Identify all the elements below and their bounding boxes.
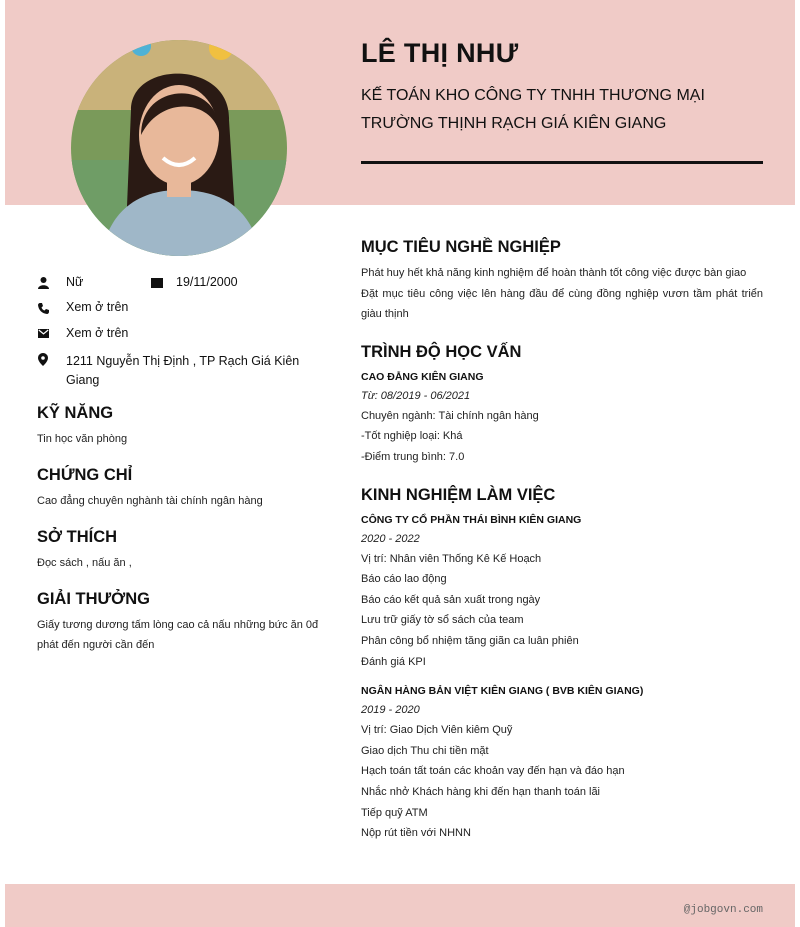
email-value: Xem ở trên — [66, 326, 129, 340]
education-section — [361, 343, 763, 468]
right-column — [361, 238, 763, 844]
education-period: Từ: 08/2019 - 06/2021 — [361, 389, 471, 402]
certificates-text: Cao đẳng chuyên nghành tài chính ngân hàng — [37, 495, 263, 507]
experience-section — [361, 486, 763, 844]
job-line: Giao dịch Thu chi tiền mặt — [361, 744, 489, 757]
job-line: Đánh giá KPI — [361, 655, 426, 668]
location-icon — [37, 353, 49, 365]
job-entry — [361, 511, 763, 673]
watermark: @jobgovn.com — [683, 904, 763, 916]
job-line: Phân công bổ nhiệm tăng giãn ca luân phiên — [361, 634, 579, 647]
left-column — [37, 404, 327, 655]
objective-line: Phát huy hết khả năng kinh nghiệm để hoàn thành tốt công việc được bàn giao — [361, 267, 747, 279]
phone-icon — [37, 302, 49, 314]
title-divider — [361, 161, 763, 164]
job-entry — [361, 682, 763, 844]
job-line: Báo cáo kết quả sản xuất trong ngày — [361, 593, 541, 606]
skills-section — [37, 404, 327, 449]
objective-section — [361, 238, 763, 325]
job-line: Vị trí: Nhân viên Thống Kê Kế Hoạch — [361, 552, 542, 565]
job-line: Lưu trữ giấy tờ sổ sách của team — [361, 614, 524, 627]
job-line: Tiếp quỹ ATM — [361, 806, 428, 819]
job-line: Nhắc nhở Khách hàng khi đến hạn thanh toán lãi — [361, 785, 601, 798]
hobbies-section — [37, 528, 327, 573]
user-icon — [37, 277, 49, 289]
footer-band — [5, 884, 795, 927]
school-name: CAO ĐẲNG KIÊN GIANG — [361, 370, 484, 383]
certificates-section — [37, 466, 327, 511]
company-name: NGÂN HÀNG BẢN VIỆT KIÊN GIANG ( BVB KIÊN GIANG) — [361, 685, 644, 698]
phone-value: Xem ở trên — [66, 300, 129, 314]
education-line: -Điểm trung bình: 7.0 — [361, 450, 465, 463]
awards-text: Giấy tương dương tấm lòng cao cả nấu những bức ăn 0đ phát đến người cần đến — [37, 619, 319, 651]
experience-heading: KINH NGHIỆM LÀM VIỆC — [361, 485, 556, 504]
job-line: Vị trí: Giao Dịch Viên kiêm Quỹ — [361, 724, 513, 737]
calendar-icon — [151, 277, 163, 289]
gender-value: Nữ — [66, 275, 84, 289]
education-line: Chuyên ngành: Tài chính ngân hàng — [361, 409, 539, 422]
skills-text: Tin học văn phòng — [37, 433, 128, 445]
job-line: Báo cáo lao động — [361, 573, 447, 586]
education-heading: TRÌNH ĐỘ HỌC VẤN — [361, 342, 522, 361]
hobbies-heading: SỞ THÍCH — [37, 528, 118, 546]
objective-line: Đặt mục tiêu công việc lên hàng đầu để cùng đồng nghiệp vươn tầm phát triển giàu thịnh — [361, 287, 763, 321]
email-icon — [37, 327, 49, 339]
job-line: Nộp rút tiền với NHNN — [361, 827, 471, 840]
job-title: KẾ TOÁN KHO CÔNG TY TNHH THƯƠNG MẠI TRƯỜNG THỊNH RẠCH GIÁ KIÊN GIANG — [361, 87, 705, 132]
company-name: CÔNG TY CỔ PHẦN THÁI BÌNH KIÊN GIANG — [361, 513, 582, 526]
job-period: 2019 - 2020 — [361, 704, 420, 717]
address-value: 1211 Nguyễn Thị Định , TP Rạch Giá Kiên Giang — [66, 354, 300, 387]
profile-photo — [71, 40, 287, 256]
hobbies-text: Đọc sách , nấu ăn , — [37, 557, 132, 569]
education-line: -Tốt nghiệp loại: Khá — [361, 430, 463, 443]
job-period: 2020 - 2022 — [361, 532, 420, 545]
objective-heading: MỤC TIÊU NGHỀ NGHIỆP — [361, 238, 561, 256]
birthday-value: 19/11/2000 — [176, 275, 238, 289]
candidate-name: LÊ THỊ NHƯ — [361, 38, 519, 68]
awards-heading: GIẢI THƯỞNG — [37, 590, 151, 608]
skills-heading: KỸ NĂNG — [37, 404, 114, 422]
certificates-heading: CHỨNG CHỈ — [37, 466, 133, 484]
awards-section — [37, 590, 327, 655]
job-line: Hạch toán tất toán các khoản vay đến hạn và đáo hạn — [361, 765, 625, 778]
